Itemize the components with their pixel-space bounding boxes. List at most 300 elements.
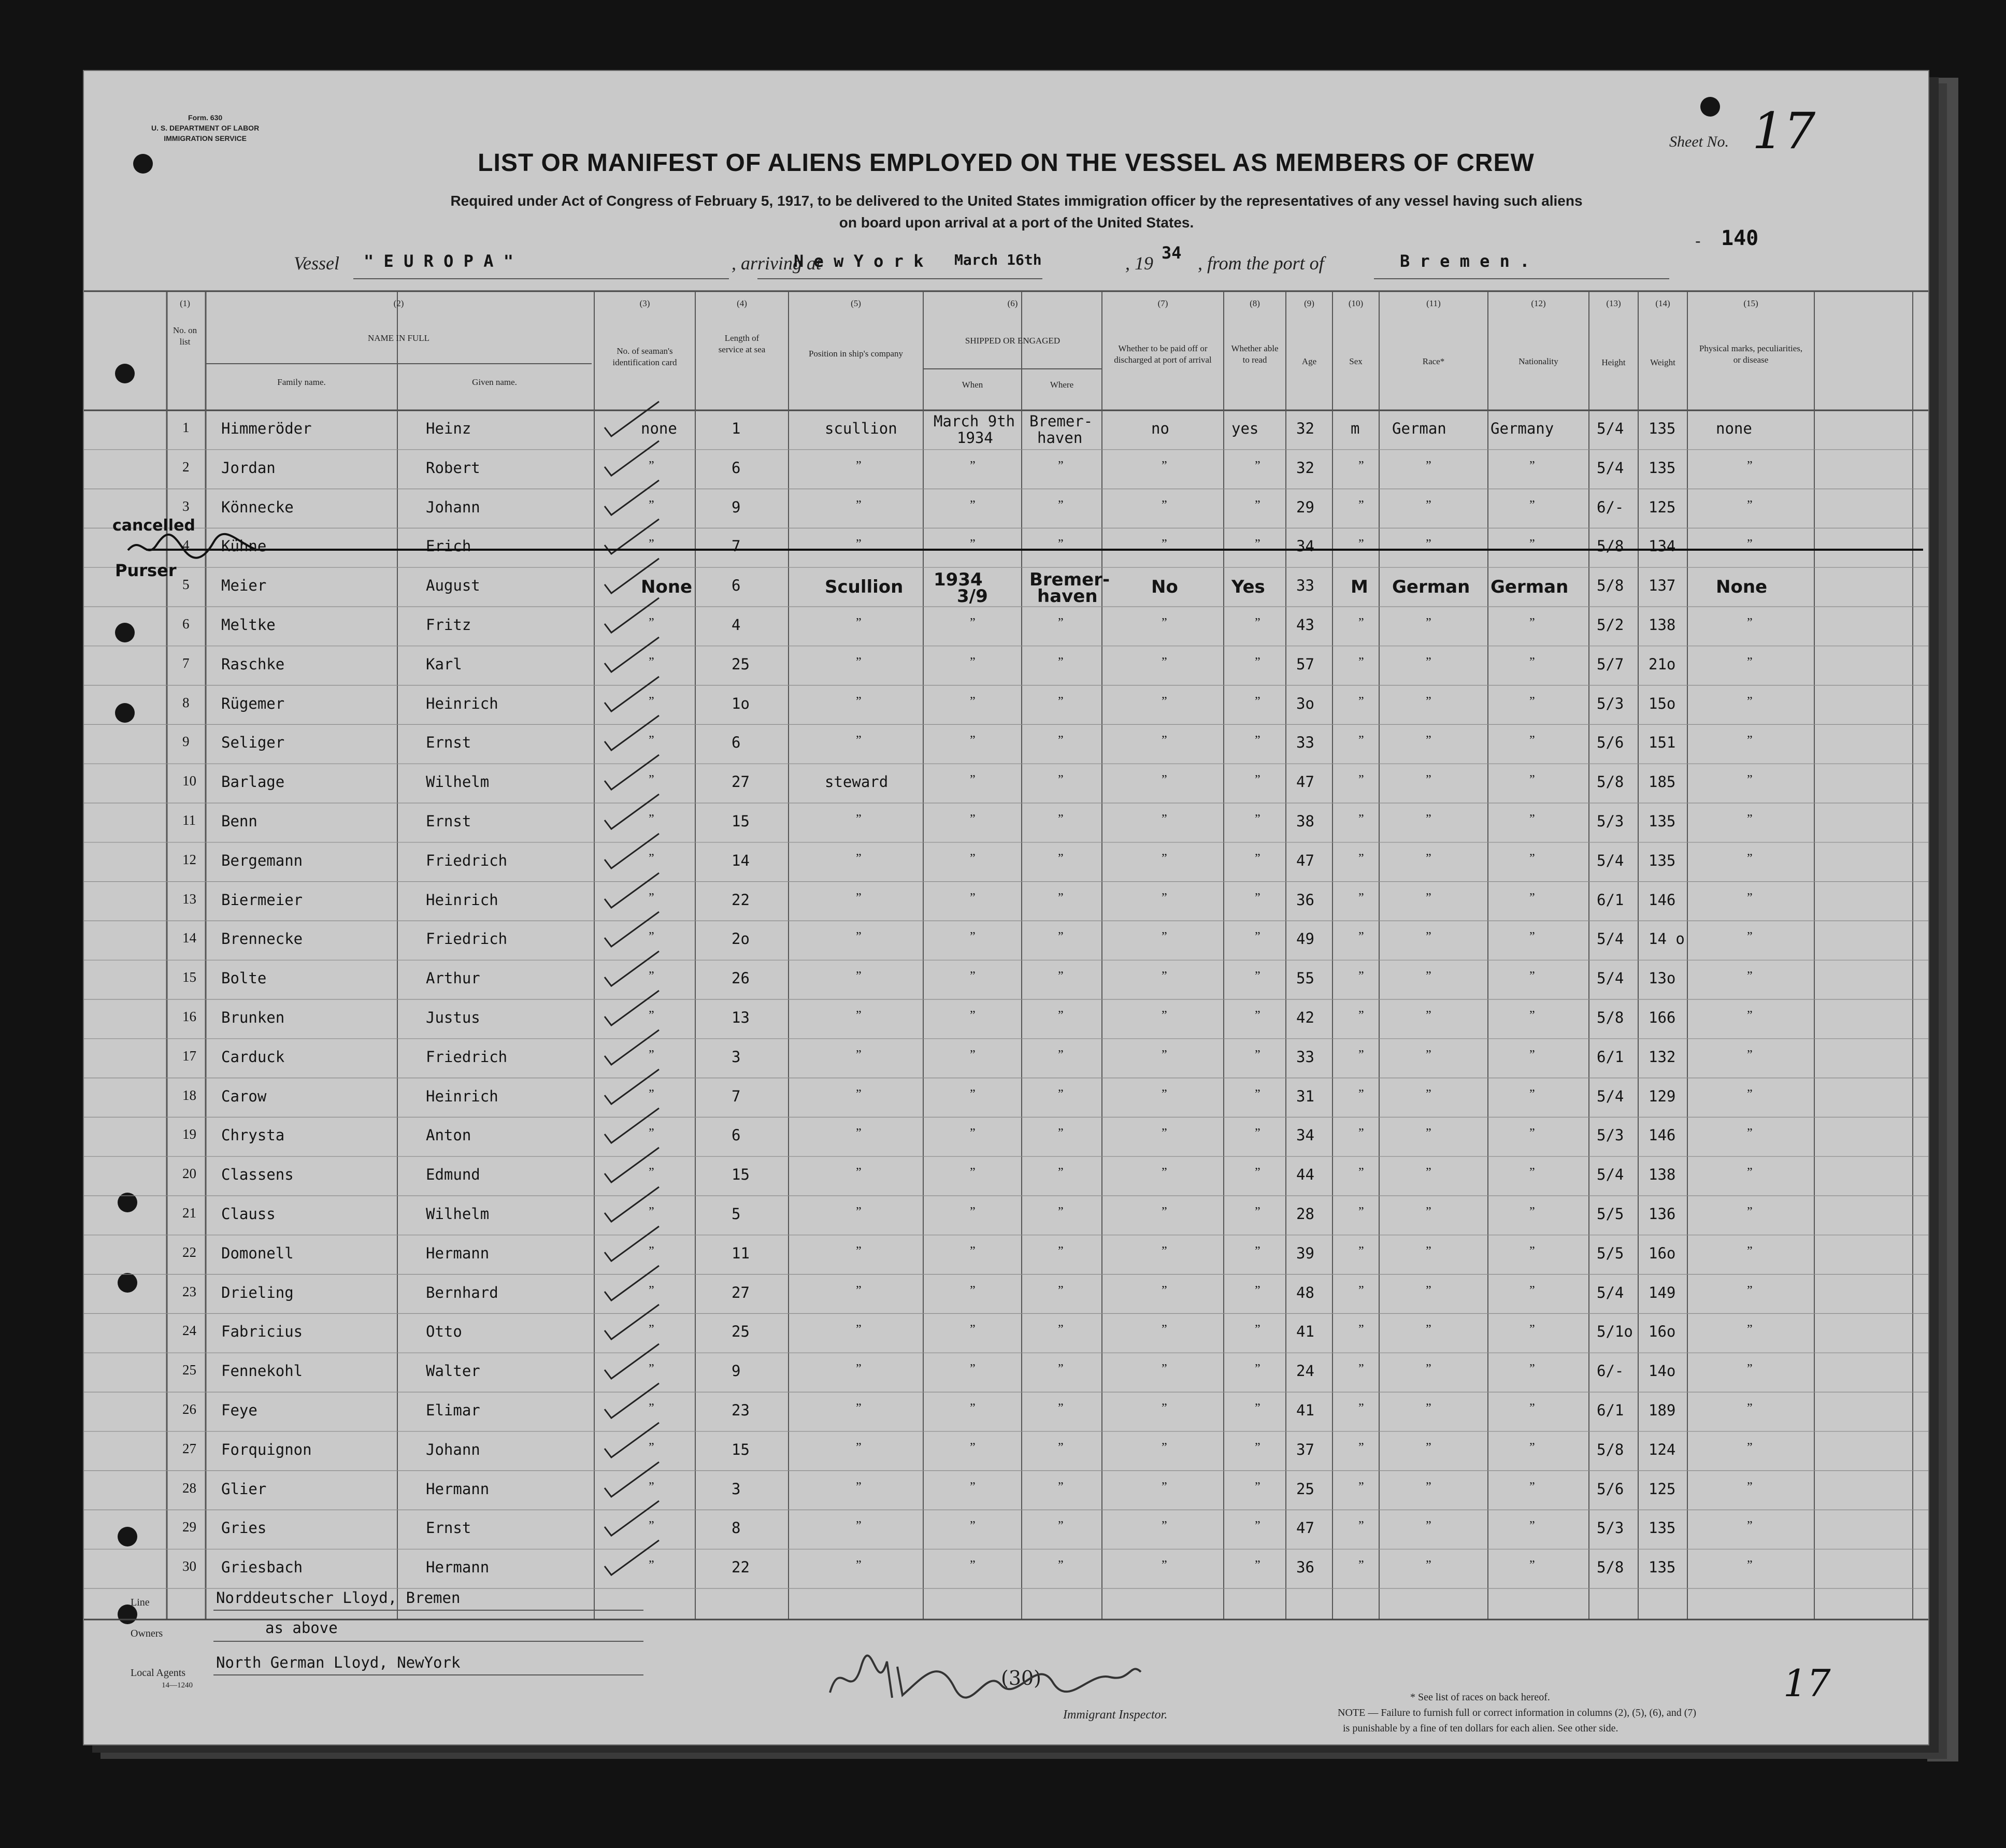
service-length: 3 <box>732 1480 741 1498</box>
position: ” <box>856 891 862 905</box>
row-number: 22 <box>182 1244 196 1260</box>
position: ” <box>856 930 862 944</box>
row-number: 24 <box>182 1323 196 1339</box>
race: ” <box>1426 851 1431 865</box>
sex: ” <box>1358 1362 1364 1376</box>
position: ” <box>856 1087 862 1101</box>
nationality: ” <box>1529 1087 1535 1101</box>
able-to-read: ” <box>1255 1558 1260 1572</box>
paid-off: ” <box>1162 1009 1167 1022</box>
col10-header: Sex <box>1349 356 1363 366</box>
row-number: 21 <box>182 1205 196 1221</box>
paid-off: ” <box>1162 1558 1167 1572</box>
able-to-read: ” <box>1255 1009 1260 1022</box>
inspector-signature <box>820 1646 1151 1713</box>
physical-marks: ” <box>1747 1440 1753 1454</box>
position: ” <box>856 1283 862 1297</box>
sex: ” <box>1358 1519 1364 1533</box>
checkmark-icon <box>602 752 664 794</box>
shipped-where: ” <box>1058 1362 1064 1376</box>
physical-marks: None <box>1716 577 1768 598</box>
position: ” <box>856 1244 862 1258</box>
shipped-when: ” <box>970 1558 976 1572</box>
height: 5/8 <box>1597 1558 1624 1577</box>
given-name: Heinz <box>426 420 471 437</box>
shipped-when: 1934 <box>934 569 983 591</box>
height: 6/- <box>1597 1362 1624 1380</box>
able-to-read: ” <box>1255 694 1260 708</box>
cancel-scribble <box>125 529 260 566</box>
age: 47 <box>1296 773 1314 791</box>
nationality: ” <box>1529 969 1535 983</box>
age: 34 <box>1296 1126 1314 1144</box>
col6-number: (6) <box>1007 298 1018 308</box>
shipped-when-2: 1934 <box>957 429 993 447</box>
row-number: 8 <box>182 694 190 710</box>
nationality: ” <box>1529 930 1535 944</box>
shipped-where: ” <box>1058 1126 1064 1140</box>
given-name: Erich <box>426 537 471 555</box>
family-name: Fabricius <box>221 1323 303 1341</box>
row-number: 7 <box>182 655 190 671</box>
family-name: Classens <box>221 1166 294 1184</box>
family-name: Brennecke <box>221 930 303 948</box>
id-card: ” <box>649 1362 654 1376</box>
sex: ” <box>1358 1401 1364 1415</box>
shipped-when: ” <box>970 1283 976 1297</box>
position: ” <box>856 694 862 708</box>
shipped-when: ” <box>970 1126 976 1140</box>
able-to-read: ” <box>1255 1401 1260 1415</box>
shipped-when: ” <box>970 537 976 551</box>
col1-header: No. on list <box>173 325 197 347</box>
service-length: 23 <box>732 1401 750 1419</box>
family-name: Seliger <box>221 734 285 752</box>
able-to-read: ” <box>1255 459 1260 472</box>
row-number: 15 <box>182 969 196 985</box>
shipped-when: ” <box>970 1205 976 1219</box>
able-to-read: ” <box>1255 1048 1260 1062</box>
checkmark-icon <box>602 1459 664 1501</box>
race: ” <box>1426 930 1431 944</box>
race: German <box>1392 420 1446 437</box>
paid-off: ” <box>1162 734 1167 748</box>
physical-marks: ” <box>1747 1401 1753 1415</box>
race: ” <box>1426 1087 1431 1101</box>
paid-off: ” <box>1162 694 1167 708</box>
given-name: Hermann <box>426 1558 490 1577</box>
col5-number: (5) <box>851 298 861 308</box>
weight: 134 <box>1649 537 1676 555</box>
footer-line-label: Line <box>131 1597 150 1608</box>
row-number: 11 <box>182 812 196 828</box>
weight: 21o <box>1649 655 1676 673</box>
col5-header: Position in ship's company <box>808 349 904 359</box>
inspector-label: Immigrant Inspector. <box>1063 1708 1168 1722</box>
col13-number: (13) <box>1606 298 1621 308</box>
row-number: 29 <box>182 1519 196 1535</box>
weight: 125 <box>1649 498 1676 516</box>
height: 5/4 <box>1597 851 1624 869</box>
shipped-where: Bremer- <box>1029 412 1093 430</box>
paid-off: ” <box>1162 1362 1167 1376</box>
weight: 166 <box>1649 1009 1676 1026</box>
shipped-where: ” <box>1058 1087 1064 1101</box>
nationality: ” <box>1529 1244 1535 1258</box>
family-name: Bolte <box>221 969 267 987</box>
checkmark-icon <box>602 1341 664 1383</box>
col11-number: (11) <box>1426 298 1441 308</box>
purser-note: Purser <box>115 561 177 580</box>
physical-marks: ” <box>1747 851 1753 865</box>
age: 24 <box>1296 1362 1314 1380</box>
col1-number: (1) <box>180 298 190 308</box>
height: 5/4 <box>1597 930 1624 948</box>
given-name: Elimar <box>426 1401 480 1419</box>
paid-off: ” <box>1162 1440 1167 1454</box>
shipped-when: ” <box>970 851 976 865</box>
footer-line-underline <box>213 1610 643 1611</box>
sex: ” <box>1358 694 1364 708</box>
paid-off: ” <box>1162 1244 1167 1258</box>
sheet-no-value: 17 <box>1752 102 1816 160</box>
given-name: Ernst <box>426 734 471 752</box>
position: ” <box>856 812 862 826</box>
able-to-read: ” <box>1255 1362 1260 1376</box>
nationality: ” <box>1529 537 1535 551</box>
height: 5/3 <box>1597 694 1624 712</box>
sex: ” <box>1358 616 1364 629</box>
given-name: Hermann <box>426 1244 490 1262</box>
race: ” <box>1426 1283 1431 1297</box>
paid-off: ” <box>1162 1401 1167 1415</box>
col15-number: (15) <box>1743 298 1758 308</box>
given-name: Walter <box>426 1362 480 1380</box>
given-name: Friedrich <box>426 851 508 869</box>
shipped-where: ” <box>1058 1519 1064 1533</box>
fine-note-2: is punishable by a fine of ten dollars for each alien. See other side. <box>1343 1723 1618 1734</box>
shipped-where: ” <box>1058 655 1064 669</box>
family-name: Chrysta <box>221 1126 285 1144</box>
row-number: 6 <box>182 616 190 632</box>
shipped-where: ” <box>1058 969 1064 983</box>
race: ” <box>1426 694 1431 708</box>
service-length: 22 <box>732 1558 750 1577</box>
position: ” <box>856 1323 862 1337</box>
given-name: Ernst <box>426 1519 471 1537</box>
cancel-strike-line <box>146 549 1923 551</box>
race: ” <box>1426 1440 1431 1454</box>
paid-off: no <box>1151 420 1169 437</box>
age: 25 <box>1296 1480 1314 1498</box>
position: ” <box>856 498 862 512</box>
id-card: ” <box>649 851 654 865</box>
row-number: 27 <box>182 1440 196 1456</box>
position: ” <box>856 1519 862 1533</box>
shipped-when: ” <box>970 1362 976 1376</box>
shipped-when: ” <box>970 734 976 748</box>
given-name: Friedrich <box>426 930 508 948</box>
race: ” <box>1426 891 1431 905</box>
checkmark-icon <box>602 1381 664 1422</box>
page-title: LIST OR MANIFEST OF ALIENS EMPLOYED ON THE VESSEL AS MEMBERS OF CREW <box>478 149 1535 177</box>
age: 3o <box>1296 694 1314 712</box>
id-card: ” <box>649 930 654 944</box>
checkmark-icon <box>602 909 664 951</box>
given-name: August <box>426 577 480 595</box>
sex: ” <box>1358 1558 1364 1572</box>
race-footnote: * See list of races on back hereof. <box>1410 1692 1550 1703</box>
given-name: Ernst <box>426 812 471 830</box>
age: 41 <box>1296 1323 1314 1341</box>
weight: 135 <box>1649 1558 1676 1577</box>
service-length: 27 <box>732 1283 750 1301</box>
able-to-read: Yes <box>1231 577 1265 598</box>
shipped-where: ” <box>1058 1401 1064 1415</box>
height: 5/3 <box>1597 1126 1624 1144</box>
col11-header: Race* <box>1422 356 1445 366</box>
age: 32 <box>1296 459 1314 477</box>
sex: ” <box>1358 1480 1364 1494</box>
id-card: ” <box>649 1440 654 1454</box>
race: ” <box>1426 1048 1431 1062</box>
given-name: Hermann <box>426 1480 490 1498</box>
footer-agents-value: North German Lloyd, NewYork <box>216 1654 461 1671</box>
nationality: ” <box>1529 773 1535 787</box>
col10-number: (10) <box>1348 298 1364 308</box>
able-to-read: ” <box>1255 537 1260 551</box>
checkmark-icon <box>602 478 664 519</box>
family-name: Jordan <box>221 459 276 477</box>
checkmark-icon <box>602 1263 664 1305</box>
shipped-when: ” <box>970 1519 976 1533</box>
sex: ” <box>1358 773 1364 787</box>
row-number: 5 <box>182 577 190 593</box>
col13-header: Height <box>1601 357 1626 367</box>
shipped-where: Bremer- <box>1029 569 1110 591</box>
subtitle-line-2: on board upon arrival at a port of the United States. <box>839 214 1194 231</box>
height: 5/8 <box>1597 1440 1624 1458</box>
able-to-read: ” <box>1255 773 1260 787</box>
height: 5/8 <box>1597 577 1624 595</box>
shipped-where: ” <box>1058 891 1064 905</box>
able-to-read: ” <box>1255 812 1260 826</box>
given-name: Robert <box>426 459 480 477</box>
sex: ” <box>1358 459 1364 472</box>
given-name: Heinrich <box>426 694 498 712</box>
given-name: Heinrich <box>426 891 498 909</box>
weight: 135 <box>1649 459 1676 477</box>
shipped-where: ” <box>1058 773 1064 787</box>
given-name: Johann <box>426 498 480 516</box>
nationality: Germany <box>1491 420 1554 437</box>
able-to-read: ” <box>1255 1519 1260 1533</box>
id-card: ” <box>649 1480 654 1494</box>
nationality: ” <box>1529 1126 1535 1140</box>
height: 5/3 <box>1597 1519 1624 1537</box>
row-number: 3 <box>182 498 190 514</box>
shipped-when: March 9th <box>934 412 1015 430</box>
departure-port: B r e m e n . <box>1400 251 1530 271</box>
page-number: 140 <box>1721 226 1759 250</box>
family-name: Könnecke <box>221 498 294 516</box>
paid-off: ” <box>1162 655 1167 669</box>
shipped-where: ” <box>1058 537 1064 551</box>
weight: 125 <box>1649 1480 1676 1498</box>
manifest-sheet <box>83 70 1929 1745</box>
position: ” <box>856 969 862 983</box>
physical-marks: ” <box>1747 498 1753 512</box>
paid-off: ” <box>1162 969 1167 983</box>
paid-off: ” <box>1162 1480 1167 1494</box>
col7-header: Whether to be paid off or discharged at port of arrival <box>1114 343 1212 365</box>
col2-header: NAME IN FULL <box>368 333 429 343</box>
race: ” <box>1426 1401 1431 1415</box>
id-card: ” <box>649 616 654 629</box>
weight: 151 <box>1649 734 1676 752</box>
checkmark-icon <box>602 1145 664 1186</box>
page-number-dash: - <box>1695 232 1701 250</box>
nationality: ” <box>1529 1283 1535 1297</box>
checkmark-icon <box>602 1184 664 1226</box>
age: 42 <box>1296 1009 1314 1026</box>
family-name: Brunken <box>221 1009 285 1026</box>
nationality: ” <box>1529 1480 1535 1494</box>
col6-when-header: When <box>962 380 983 390</box>
row-number: 30 <box>182 1558 196 1574</box>
height: 6/1 <box>1597 891 1624 909</box>
physical-marks: ” <box>1747 1323 1753 1337</box>
able-to-read: ” <box>1255 969 1260 983</box>
race: ” <box>1426 734 1431 748</box>
position: ” <box>856 1480 862 1494</box>
age: 29 <box>1296 498 1314 516</box>
height: 5/3 <box>1597 812 1624 830</box>
position: ” <box>856 851 862 865</box>
col12-number: (12) <box>1531 298 1546 308</box>
able-to-read: ” <box>1255 1480 1260 1494</box>
race: ” <box>1426 1126 1431 1140</box>
sex: ” <box>1358 1009 1364 1022</box>
from-port-label: , from the port of <box>1198 253 1324 274</box>
service: IMMIGRATION SERVICE <box>164 134 247 142</box>
paid-off: ” <box>1162 1205 1167 1219</box>
family-name: Barlage <box>221 773 285 791</box>
shipped-where: ” <box>1058 459 1064 472</box>
position: ” <box>856 1362 862 1376</box>
shipped-where: ” <box>1058 1009 1064 1022</box>
checkmark-icon <box>602 792 664 833</box>
age: 33 <box>1296 1048 1314 1066</box>
id-card: ” <box>649 694 654 708</box>
nationality: German <box>1491 577 1569 598</box>
family-name: Meltke <box>221 616 276 634</box>
weight: 138 <box>1649 1166 1676 1184</box>
subtitle-line-1: Required under Act of Congress of February 5, 1917, to be delivered to the United States immigration officer by the representatives of any vessel having such aliens <box>450 193 1583 209</box>
id-card: ” <box>649 498 654 512</box>
height: 5/4 <box>1597 459 1624 477</box>
paid-off: ” <box>1162 1087 1167 1101</box>
shipped-when: ” <box>970 1323 976 1337</box>
shipped-when: ” <box>970 891 976 905</box>
row-number: 12 <box>182 851 196 867</box>
row-number: 20 <box>182 1166 196 1182</box>
row-number: 16 <box>182 1009 196 1024</box>
race: ” <box>1426 459 1431 472</box>
paid-off: ” <box>1162 1519 1167 1533</box>
physical-marks: ” <box>1747 734 1753 748</box>
family-name: Raschke <box>221 655 285 673</box>
able-to-read: yes <box>1231 420 1259 437</box>
race: ” <box>1426 655 1431 669</box>
race: ” <box>1426 498 1431 512</box>
shipped-when: ” <box>970 655 976 669</box>
id-card: ” <box>649 459 654 472</box>
able-to-read: ” <box>1255 1244 1260 1258</box>
shipped-when: ” <box>970 498 976 512</box>
paid-off: ” <box>1162 773 1167 787</box>
cancelled-note: cancelled <box>112 517 195 535</box>
sex: M <box>1351 577 1368 598</box>
col3-number: (3) <box>639 298 650 308</box>
arriving-label: , arriving at <box>732 253 822 274</box>
service-length: 25 <box>732 655 750 673</box>
weight: 132 <box>1649 1048 1676 1066</box>
col15-header: Physical marks, peculiarities, or disease <box>1699 343 1803 365</box>
shipped-where: ” <box>1058 1283 1064 1297</box>
family-name: Fennekohl <box>221 1362 303 1380</box>
nationality: ” <box>1529 616 1535 629</box>
service-length: 9 <box>732 1362 741 1380</box>
checkmark-icon <box>602 1498 664 1540</box>
shipped-where: ” <box>1058 930 1064 944</box>
col2-family-header: Family name. <box>277 377 326 387</box>
paid-off: ” <box>1162 891 1167 905</box>
height: 5/6 <box>1597 1480 1624 1498</box>
physical-marks: ” <box>1747 1009 1753 1022</box>
physical-marks: ” <box>1747 694 1753 708</box>
height: 5/8 <box>1597 537 1624 555</box>
age: 57 <box>1296 655 1314 673</box>
family-name: Bergemann <box>221 851 303 869</box>
weight: 138 <box>1649 616 1676 634</box>
service-length: 6 <box>732 459 741 477</box>
id-card: ” <box>649 1048 654 1062</box>
shipped-when: ” <box>970 1401 976 1415</box>
position: ” <box>856 1558 862 1572</box>
sex: ” <box>1358 1440 1364 1454</box>
shipped-where: ” <box>1058 1558 1064 1572</box>
sex: ” <box>1358 1244 1364 1258</box>
age: 36 <box>1296 891 1314 909</box>
row-count-note: (30) <box>1001 1667 1042 1689</box>
age: 43 <box>1296 616 1314 634</box>
age: 38 <box>1296 812 1314 830</box>
height: 5/5 <box>1597 1205 1624 1223</box>
position: ” <box>856 734 862 748</box>
age: 47 <box>1296 851 1314 869</box>
shipped-where-2: haven <box>1037 429 1083 447</box>
shipped-when: ” <box>970 1480 976 1494</box>
checkmark-icon <box>602 438 664 480</box>
id-card: None <box>641 577 693 598</box>
col2-number: (2) <box>393 298 404 308</box>
sex: ” <box>1358 1126 1364 1140</box>
arrival-date: March 16th <box>954 251 1042 268</box>
nationality: ” <box>1529 891 1535 905</box>
height: 5/6 <box>1597 734 1624 752</box>
row-number: 23 <box>182 1283 196 1299</box>
